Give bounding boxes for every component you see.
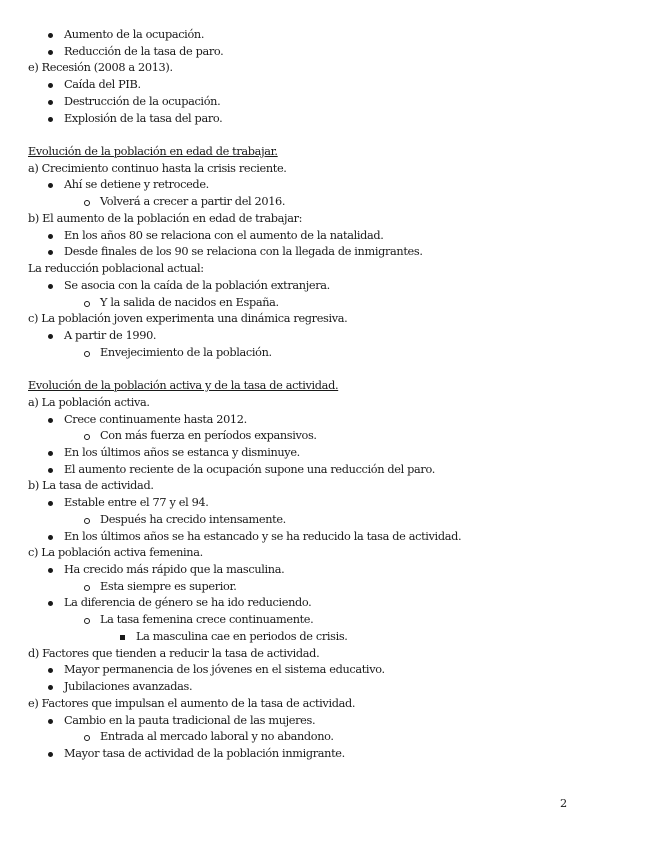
- list-item: Desde finales de los 90 se relaciona con la llegada de inmigrantes.: [64, 245, 423, 259]
- list-item: Ha crecido más rápido que la masculina.: [64, 563, 285, 577]
- bullet-circle: [84, 618, 90, 624]
- bullet-disc: [48, 83, 53, 88]
- text-line: c) La población activa femenina.: [28, 546, 203, 560]
- bullet-disc: [48, 284, 53, 289]
- list-item: Ahí se detiene y retrocede.: [64, 178, 209, 192]
- list-item: Caída del PIB.: [64, 78, 141, 92]
- bullet-circle: [84, 301, 90, 307]
- list-item: Mayor tasa de actividad de la población inmigrante.: [64, 746, 345, 760]
- bullet-disc: [48, 33, 53, 38]
- bullet-disc: [48, 183, 53, 188]
- text-line: e) Recesión (2008 a 2013).: [28, 61, 173, 75]
- bullet-circle: [84, 200, 90, 206]
- text-line: c) La población joven experimenta una dinámica regresiva.: [28, 312, 348, 326]
- bullet-circle: [84, 434, 90, 440]
- list-item: Envejecimiento de la población.: [100, 345, 272, 359]
- list-item: En los años 80 se relaciona con el aumento de la natalidad.: [64, 228, 384, 242]
- bullet-circle: [84, 351, 90, 357]
- bullet-disc: [48, 234, 53, 239]
- bullet-circle: [84, 518, 90, 524]
- list-item: La tasa femenina crece continuamente.: [100, 613, 314, 627]
- list-item: Se asocia con la caída de la población extranjera.: [64, 278, 330, 292]
- list-item: Jubilaciones avanzadas.: [64, 680, 193, 694]
- list-item: Cambio en la pauta tradicional de las mujeres.: [64, 713, 316, 727]
- list-item: A partir de 1990.: [64, 328, 157, 342]
- list-item: En los últimos años se ha estancado y se ha reducido la tasa de actividad.: [64, 529, 462, 543]
- list-item: Después ha crecido intensamente.: [100, 512, 286, 526]
- list-item: Explosión de la tasa del paro.: [64, 111, 223, 125]
- bullet-disc: [48, 334, 53, 339]
- bullet-circle: [84, 735, 90, 741]
- bullet-circle: [84, 585, 90, 591]
- list-item: Y la salida de nacidos en España.: [100, 295, 279, 309]
- list-item: Entrada al mercado laboral y no abandono.: [100, 730, 334, 744]
- list-item: Estable entre el 77 y el 94.: [64, 496, 209, 510]
- bullet-disc: [48, 568, 53, 573]
- bullet-disc: [48, 468, 53, 473]
- text-line: b) El aumento de la población en edad de trabajar:: [28, 211, 303, 225]
- bullet-disc: [48, 535, 53, 540]
- bullet-disc: [48, 50, 53, 55]
- list-item: Esta siempre es superior.: [100, 579, 237, 593]
- list-item: Aumento de la ocupación.: [64, 28, 205, 41]
- bullet-disc: [48, 100, 53, 105]
- list-item: El aumento reciente de la ocupación supone una reducción del paro.: [64, 462, 435, 476]
- list-item: En los últimos años se estanca y disminuye.: [64, 446, 300, 459]
- text-line: a) La población activa.: [28, 395, 150, 409]
- bullet-square: [120, 635, 125, 640]
- list-item: La diferencia de género se ha ido reduciendo.: [64, 596, 312, 610]
- bullet-disc: [48, 752, 53, 757]
- list-item: Crece continuamente hasta 2012.: [64, 412, 247, 426]
- section-heading: Evolución de la población activa y de la tasa de actividad.: [28, 379, 339, 393]
- section-heading: Evolución de la población en edad de trabajar.: [28, 145, 278, 159]
- bullet-disc: [48, 501, 53, 506]
- bullet-disc: [48, 418, 53, 423]
- bullet-disc: [48, 451, 53, 456]
- list-item: Destrucción de la ocupación.: [64, 94, 221, 108]
- list-item: Mayor permanencia de los jóvenes en el sistema educativo.: [64, 663, 385, 677]
- text-line: e) Factores que impulsan el aumento de la tasa de actividad.: [28, 696, 356, 710]
- bullet-disc: [48, 719, 53, 724]
- text-line: b) La tasa de actividad.: [28, 479, 154, 493]
- bullet-disc: [48, 250, 53, 255]
- text-line: La reducción poblacional actual:: [28, 262, 204, 276]
- bullet-disc: [48, 117, 53, 122]
- bullet-disc: [48, 668, 53, 673]
- list-item: Volverá a crecer a partir del 2016.: [100, 195, 286, 209]
- bullet-disc: [48, 685, 53, 690]
- bullet-disc: [48, 601, 53, 606]
- list-item: La masculina cae en periodos de crisis.: [136, 629, 348, 643]
- text-line: d) Factores que tienden a reducir la tasa de actividad.: [28, 646, 320, 660]
- text-line: a) Crecimiento continuo hasta la crisis reciente.: [28, 161, 287, 175]
- page-number: 2: [560, 797, 568, 810]
- list-item: Con más fuerza en períodos expansivos.: [100, 429, 317, 443]
- list-item: Reducción de la tasa de paro.: [64, 44, 224, 58]
